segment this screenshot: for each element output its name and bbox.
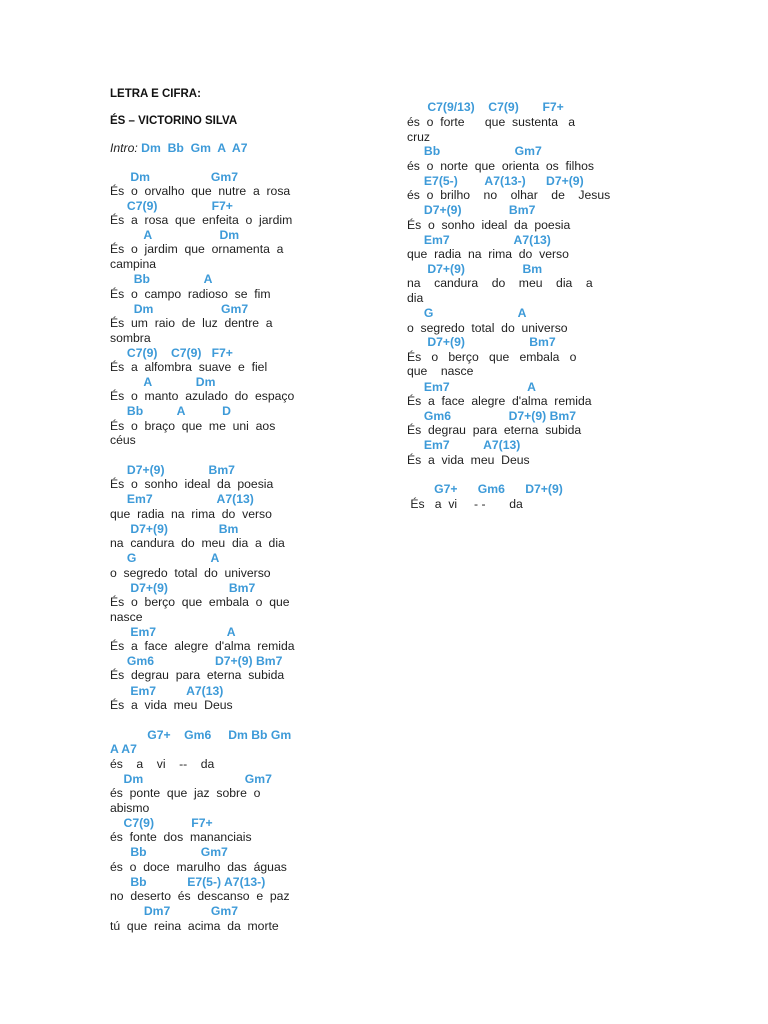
chord-line: Bb Gm7: [110, 845, 228, 859]
lyric-line: o segredo total do universo: [407, 321, 568, 335]
chord-line: Bb A: [110, 272, 213, 286]
lyric-line: És o berço que embala o que: [110, 595, 290, 609]
chord-line: D7+(9) Bm7: [407, 335, 556, 349]
lyric-line: és o forte que sustenta a: [407, 115, 576, 129]
chord-line: Dm7 Gm7: [110, 904, 239, 918]
lyric-line: És o braço que me uni aos: [110, 419, 276, 433]
lyric-line: És a alfombra suave e fiel: [110, 360, 268, 374]
lyric-line: És degrau para eterna subida: [110, 668, 285, 682]
lyric-line: És a vida meu Deus: [407, 453, 530, 467]
lyric-line: És a vida meu Deus: [110, 698, 233, 712]
chord-line: D7+(9) Bm: [110, 522, 239, 536]
lyric-line: és o norte que orienta os filhos: [407, 159, 594, 173]
intro-label: Intro:: [110, 141, 138, 155]
lyric-line: que nasce: [407, 364, 474, 378]
lyric-line: na candura do meu dia a: [407, 276, 593, 290]
lyric-line: na candura do meu dia a dia: [110, 536, 285, 550]
chord-line: C7(9) F7+: [110, 199, 233, 213]
lyric-line: És o sonho ideal da poesia: [407, 218, 571, 232]
lyric-line: céus: [110, 433, 136, 447]
lyric-line: És o jardim que ornamenta a: [110, 242, 284, 256]
lyric-line: cruz: [407, 130, 431, 144]
chord-line: D7+(9) Bm7: [407, 203, 536, 217]
chord-line: D7+(9) Bm7: [110, 581, 256, 595]
chord-line: Em7 A7(13): [407, 233, 551, 247]
chord-line: G7+ Gm6 Dm Bb Gm: [110, 728, 292, 742]
lyric-line: És o campo radioso se fim: [110, 287, 271, 301]
chord-line: C7(9) F7+: [110, 816, 213, 830]
lyric-line: és o doce marulho das águas: [110, 860, 287, 874]
lyric-line: És um raio de luz dentre a: [110, 316, 273, 330]
chord-line: C7(9) C7(9) F7+: [110, 346, 233, 360]
chord-line: Em7 A7(13): [110, 492, 254, 506]
lyric-line: tú que reina acima da morte: [110, 919, 279, 933]
chord-line: Dm Gm7: [110, 772, 272, 786]
lyric-line: És degrau para eterna subida: [407, 423, 582, 437]
chord-line: Bb E7(5-) A7(13-): [110, 875, 266, 889]
lyric-line: nasce: [110, 610, 143, 624]
lyric-line: És a face alegre d'alma remida: [110, 639, 295, 653]
lyric-line: sombra: [110, 331, 151, 345]
lyric-line: abismo: [110, 801, 150, 815]
lyric-line: o segredo total do universo: [110, 566, 271, 580]
intro-chords: Dm Bb Gm A A7: [137, 141, 248, 155]
lyric-line: És o sonho ideal da poesia: [110, 477, 274, 491]
chord-line: A A7: [110, 742, 137, 756]
chord-line: G7+ Gm6 D7+(9): [407, 482, 563, 496]
lyric-line: és a vi -- da: [110, 757, 215, 771]
lyric-line: dia: [407, 291, 424, 305]
chord-line: Dm Gm7: [110, 302, 249, 316]
chord-line: Bb A D: [110, 404, 231, 418]
chord-line: A Dm: [110, 375, 216, 389]
lyric-line: és ponte que jaz sobre o: [110, 786, 261, 800]
chord-line: D7+(9) Bm7: [110, 463, 235, 477]
lyric-line: és o brilho no olhar de Jesus: [407, 188, 611, 202]
lyric-line: És o orvalho que nutre a rosa: [110, 184, 291, 198]
lyric-line: És a vi - - da: [407, 497, 523, 511]
lyric-line: és fonte dos mananciais: [110, 830, 252, 844]
chord-line: Em7 A: [407, 380, 536, 394]
chord-line: G A: [110, 551, 220, 565]
chord-line: Em7 A: [110, 625, 236, 639]
section-heading: LETRA E CIFRA:: [110, 88, 201, 100]
chord-line: E7(5-) A7(13-) D7+(9): [407, 174, 584, 188]
lyric-line: no deserto és descanso e paz: [110, 889, 290, 903]
intro-line: [110, 141, 247, 155]
chord-line: Gm6 D7+(9) Bm7: [407, 409, 576, 423]
chord-line: Bb Gm7: [407, 144, 542, 158]
lyric-line: campina: [110, 257, 157, 271]
chord-line: C7(9/13) C7(9) F7+: [407, 100, 564, 114]
chord-line: Dm Gm7: [110, 170, 238, 184]
chord-line: Em7 A7(13): [407, 438, 521, 452]
chord-line: D7+(9) Bm: [407, 262, 543, 276]
lyric-line: És a face alegre d'alma remida: [407, 394, 592, 408]
chord-line: G A: [407, 306, 527, 320]
lyric-line: És o berço que embala o: [407, 350, 577, 364]
lyric-line: És a rosa que enfeita o jardim: [110, 213, 293, 227]
chord-line: Em7 A7(13): [110, 684, 224, 698]
lyric-line: que radia na rima do verso: [110, 507, 272, 521]
lyric-line: que radia na rima do verso: [407, 247, 569, 261]
chord-line: A Dm: [110, 228, 240, 242]
lyric-line: És o manto azulado do espaço: [110, 389, 295, 403]
song-title: ÉS – VICTORINO SILVA: [110, 115, 238, 127]
chord-line: Gm6 D7+(9) Bm7: [110, 654, 283, 668]
